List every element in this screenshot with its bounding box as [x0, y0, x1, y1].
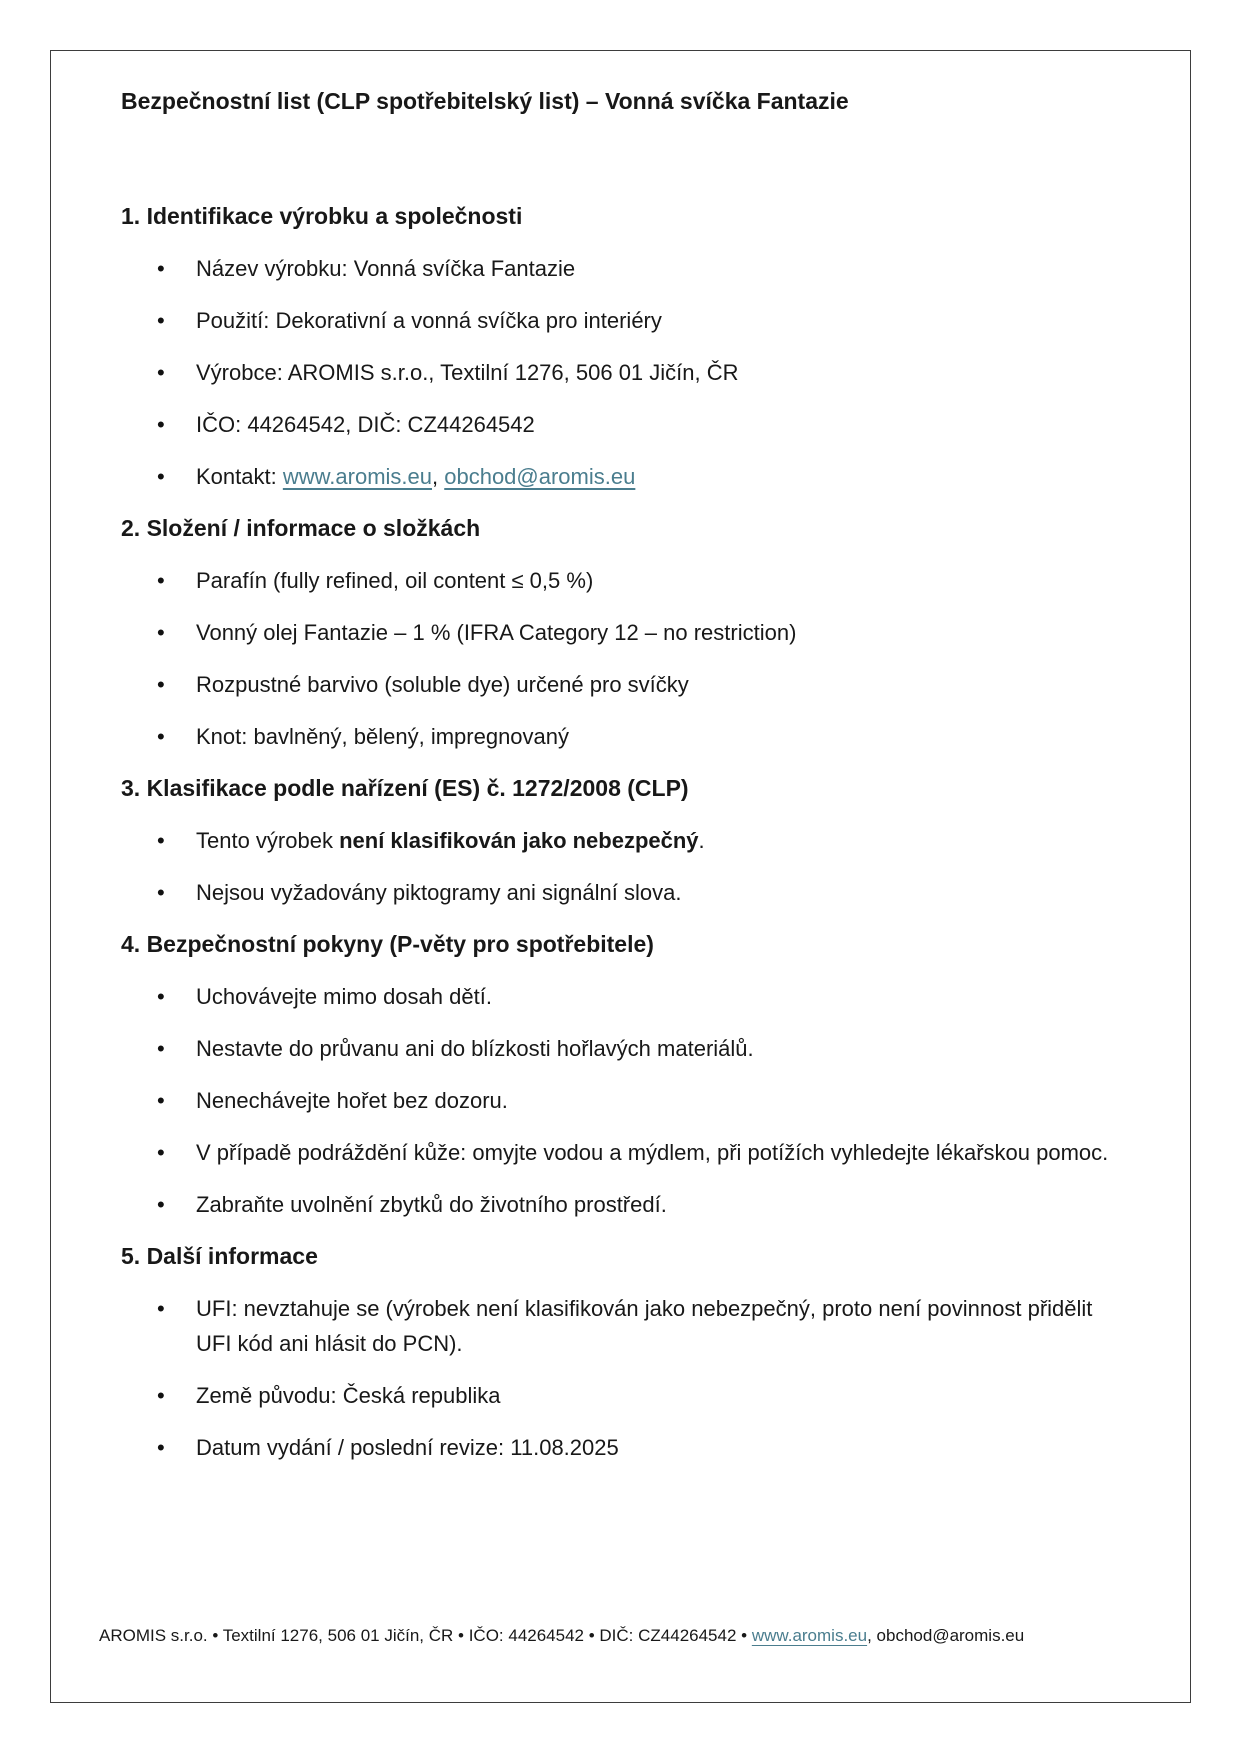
page-footer — [99, 1625, 1024, 1647]
classification-bold-text: není klasifikován jako nebezpečný — [339, 828, 699, 853]
section-safety-heading: 4. Bezpečnostní pokyny (P-věty pro spotřebitele) — [121, 931, 654, 957]
list-item-dye: • Rozpustné barvivo (soluble dye) určené pro svíčky — [121, 667, 1120, 702]
list-item-usage: • Použití: Dekorativní a vonná svíčka pro interiéry — [121, 303, 1120, 338]
classification-suffix: . — [698, 828, 705, 853]
composition-list — [121, 563, 1120, 754]
section-identification — [121, 199, 1120, 494]
contact-separator: , — [432, 464, 445, 489]
list-item-manufacturer: • Výrobce: AROMIS s.r.o., Textilní 1276, 506 01 Jičín, ČR — [121, 355, 1120, 390]
section-other-info — [121, 1239, 1120, 1465]
list-item-wick: • Knot: bavlněný, bělený, impregnovaný — [121, 719, 1120, 754]
list-item-country-of-origin: • Země původu: Česká republika — [121, 1378, 1120, 1413]
list-item-product-name: • Název výrobku: Vonná svíčka Fantazie — [121, 251, 1120, 286]
section-identification-heading: 1. Identifikace výrobku a společnosti — [121, 203, 523, 229]
document-title: Bezpečnostní list (CLP spotřebitelský list) – Vonná svíčka Fantazie — [121, 88, 849, 114]
list-item-fragrance-oil: • Vonný olej Fantazie – 1 % (IFRA Category 12 – no restriction) — [121, 615, 1120, 650]
section-classification-heading: 3. Klasifikace podle nařízení (ES) č. 1272/2008 (CLP) — [121, 775, 689, 801]
list-item-contact — [121, 459, 1120, 494]
list-item-no-unattended: • Nenechávejte hořet bez dozoru. — [121, 1083, 1120, 1118]
list-item-not-classified — [121, 823, 1120, 858]
website-link[interactable]: www.aromis.eu — [282, 464, 432, 489]
safety-list — [121, 979, 1120, 1222]
classification-prefix: Tento výrobek — [196, 828, 340, 853]
list-item-environment: • Zabraňte uvolnění zbytků do životního prostředí. — [121, 1187, 1120, 1222]
list-item-no-pictograms: • Nejsou vyžadovány piktogramy ani signální slova. — [121, 875, 1120, 910]
section-classification — [121, 771, 1120, 910]
footer-company-info: AROMIS s.r.o. • Textilní 1276, 506 01 Jičín, ČR • IČO: 44264542 • DIČ: CZ44264542 • — [99, 1626, 752, 1645]
section-other-info-heading: 5. Další informace — [121, 1243, 318, 1269]
page-border-frame — [50, 50, 1191, 1703]
list-item-issue-date: • Datum vydání / poslední revize: 11.08.2025 — [121, 1430, 1120, 1465]
list-item-skin-irritation: • V případě podráždění kůže: omyjte vodou a mýdlem, při potížích vyhledejte lékařskou pomoc. — [121, 1135, 1120, 1170]
footer-email-text: , obchod@aromis.eu — [867, 1626, 1025, 1645]
identification-list — [121, 251, 1120, 494]
list-item-no-draft: • Nestavte do průvanu ani do blízkosti hořlavých materiálů. — [121, 1031, 1120, 1066]
email-link[interactable]: obchod@aromis.eu — [444, 464, 636, 489]
list-item-paraffin: • Parafín (fully refined, oil content ≤ 0,5 %) — [121, 563, 1120, 598]
other-info-list — [121, 1291, 1120, 1465]
list-item-ufi: • UFI: nevztahuje se (výrobek není klasifikován jako nebezpečný, proto není povinnost přidělit UFI kód ani hlásit do PCN). — [121, 1291, 1120, 1361]
footer-website-link[interactable]: www.aromis.eu — [751, 1626, 868, 1645]
contact-label: Kontakt: — [196, 464, 283, 489]
list-item-company-ids: • IČO: 44264542, DIČ: CZ44264542 — [121, 407, 1120, 442]
section-composition-heading: 2. Složení / informace o složkách — [121, 515, 481, 541]
classification-list — [121, 823, 1120, 910]
list-item-keep-away-children: • Uchovávejte mimo dosah dětí. — [121, 979, 1120, 1014]
section-safety-instructions — [121, 927, 1120, 1222]
section-composition — [121, 511, 1120, 754]
